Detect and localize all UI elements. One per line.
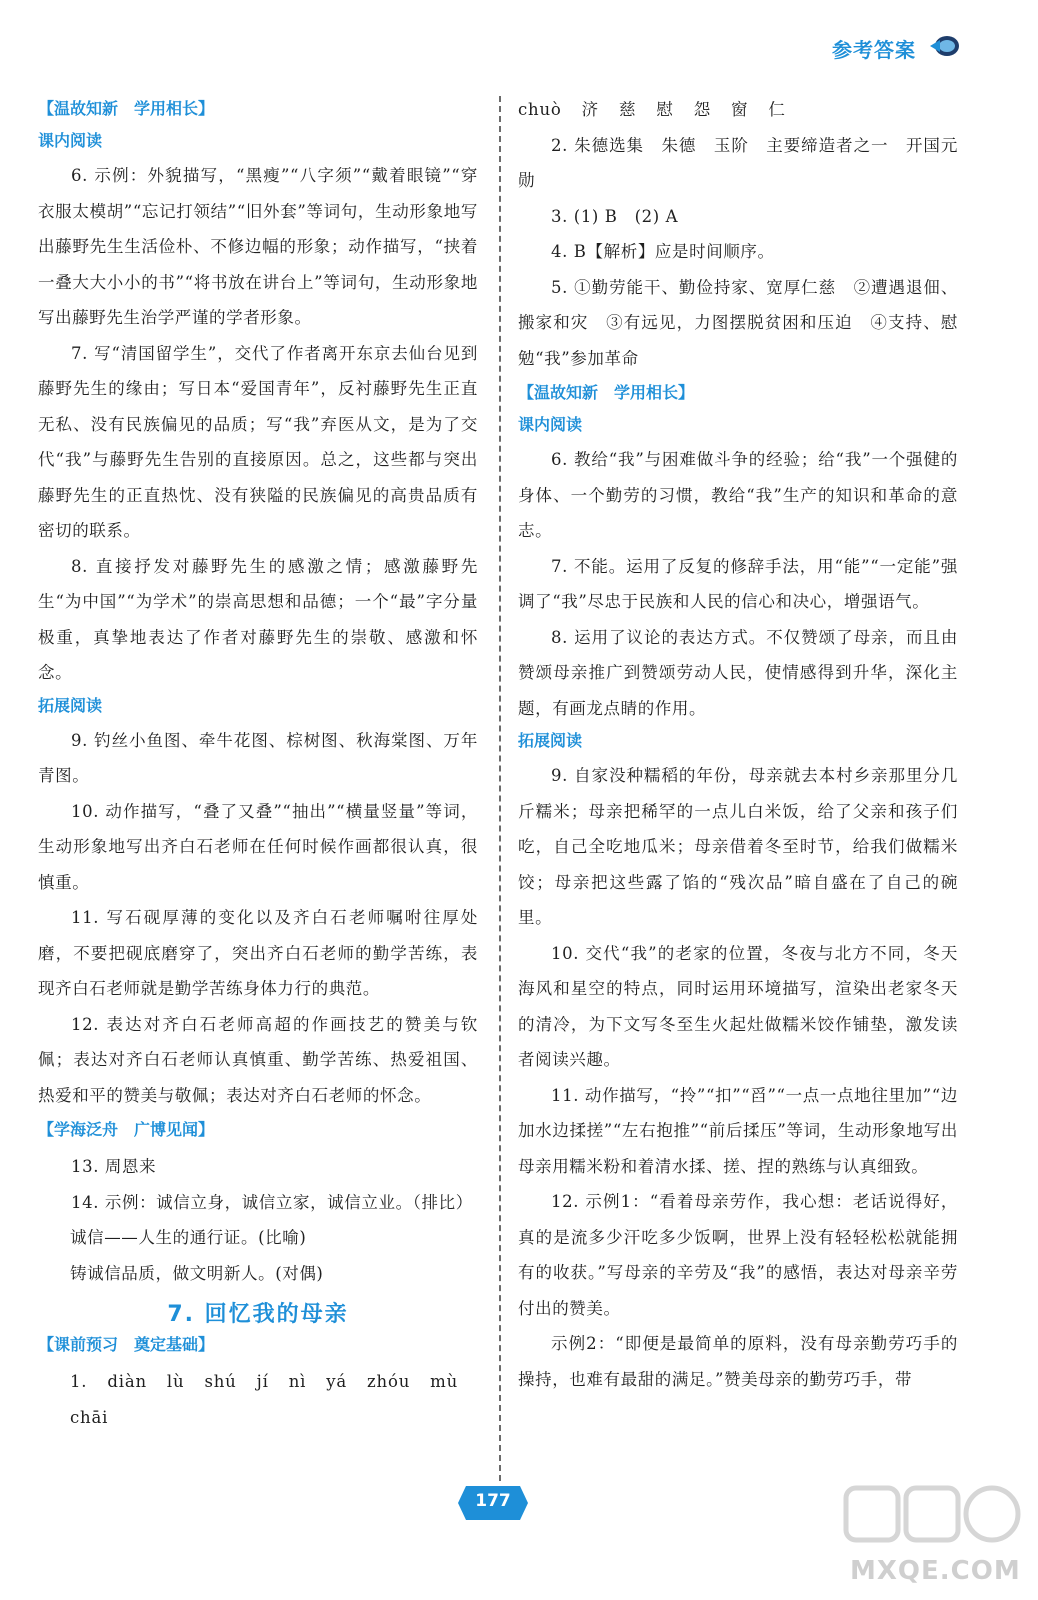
section-heading: 【温故知新 学用相长】	[518, 383, 695, 402]
answer-14-line-a: 诚信——人生的通行证。(比喻)	[70, 1228, 307, 1247]
subsection-heading: 课内阅读	[38, 131, 103, 150]
pinyin-answer-1: 1. diàn lù shú jí nì yá zhóu mù chāi	[70, 1372, 459, 1427]
answer-10: 10. 动作描写，“叠了又叠”“抽出”“横量竖量”等词，生动形象地写出齐白石老师在任何时候作画都很认真，很慎重。	[38, 801, 478, 892]
answer-3: 3. (1) B (2) A	[551, 206, 679, 226]
answer-12-example-2: 示例2：“即便是最简单的原料，没有母亲勤劳巧手的操持，也难有最甜的满足。”赞美母亲的勤劳巧手，带	[518, 1334, 958, 1389]
answer-6: 6. 教给“我”与困难做斗争的经验；给“我”一个强健的身体、一个勤劳的习惯，教给“我”生产的知识和革命的意志。	[518, 450, 958, 540]
answer-2: 2. 朱德选集 朱德 玉阶 主要缔造者之一 开国元勋	[518, 135, 958, 190]
answer-12-example-1: 12. 示例1：“看着母亲劳作，我心想：老话说得好，真的是流多少汗吃多少饭啊，世界上没有轻轻松松就能拥有的收获。”写母亲的辛劳及“我”的感悟，表达对母亲辛劳付出的赞美。	[518, 1192, 958, 1318]
subsection-heading: 拓展阅读	[38, 695, 103, 715]
answer-13: 13. 周恩来	[71, 1157, 157, 1176]
answer-8: 8. 运用了议论的表达方式。不仅赞颂了母亲，而且由赞颂母亲推广到赞颂劳动人民，使情感得到升华，深化主题，有画龙点睛的作用。	[518, 627, 958, 718]
left-column	[38, 92, 478, 1435]
answer-8: 8. 直接抒发对藤野先生的感激之情；感激藤野先生“为中国”“为学术”的崇高思想和品德；一个“最”字分量极重，真挚地表达了作者对藤野先生的崇敬、感激和怀念。	[38, 556, 478, 682]
book-icon	[930, 34, 960, 58]
answer-9: 9. 钓丝小鱼图、牵牛花图、棕树图、秋海棠图、万年青图。	[38, 730, 478, 785]
section-heading: 【温故知新 学用相长】	[38, 99, 215, 118]
subsection-heading: 课内阅读	[518, 415, 583, 434]
watermark-text: MXQE.COM	[850, 1556, 1021, 1586]
answer-7: 7. 不能。运用了反复的修辞手法，用“能”“一定能”强调了“我”尽忠于民族和人民的信心和决心，增强语气。	[518, 556, 958, 611]
answer-14: 14. 示例：诚信立身，诚信立家，诚信立业。（排比）	[71, 1192, 473, 1212]
answer-7: 7. 写“清国留学生”，交代了作者离开东京去仙台见到藤野先生的缘由；写日本“爱国青年”，反衬藤野先生正直无私、没有民族偏见的品质；写“我”弃医从文，是为了交代“我”与藤野先生告别的直接原因。总之，这些都与突出藤野先生的正直热忱、没有狭隘的民族偏见的高贵品质有密切的联系。	[38, 343, 478, 540]
answer-6: 6. 示例：外貌描写，“黑瘦”“八字须”“戴着眼镜”“穿衣服太模胡”“忘记打领结”“旧外套”等词句，生动形象地写出藤野先生生活俭朴、不修边幅的形象；动作描写，“挟着一叠大大小小的书”“将书放在讲台上”等词句，生动形象地写出藤野先生治学严谨的学者形象。	[38, 166, 478, 327]
section-heading: 【课前预习 奠定基础】	[38, 1335, 215, 1354]
subsection-heading: 拓展阅读	[518, 731, 583, 750]
answer-11: 11. 写石砚厚薄的变化以及齐白石老师嘱咐往厚处磨，不要把砚底磨穿了，突出齐白石老师的勤学苦练，表现齐白石老师就是勤学苦练身体力行的典范。	[38, 908, 478, 998]
answer-11: 11. 动作描写，“拎”“扣”“舀”“一点一点地往里加”“边加水边揉搓”“左右抱推”“前后揉压”等词，生动形象地写出母亲用糯米粉和着清水揉、搓、捏的熟练与认真细致。	[518, 1085, 958, 1176]
pinyin-answer-1-cont: chuò 济 慈 慰 怨 窗 仁	[518, 100, 786, 119]
answer-9: 9. 自家没种糯稻的年份，母亲就去本村乡亲那里分几斤糯米；母亲把稀罕的一点儿白米饭，给了父亲和孩子们吃，自己全吃地瓜米；母亲借着冬至时节，给我们做糯米饺；母亲把这些露了馅的“残次品”暗自盛在了自己的碗里。	[518, 766, 958, 927]
answer-4: 4. B【解析】应是时间顺序。	[551, 242, 775, 261]
column-divider	[499, 96, 501, 1481]
right-column	[518, 92, 958, 1397]
chapter-title: 7. 回忆我的母亲	[167, 1302, 349, 1327]
answer-14-line-b: 铸诚信品质，做文明新人。(对偶)	[70, 1263, 324, 1283]
answer-10: 10. 交代“我”的老家的位置，冬夜与北方不同，冬天海风和星空的特点，同时运用环境描写，渲染出老家冬天的清冷，为下文写冬至生火起灶做糯米饺作铺垫，激发读者阅读兴趣。	[518, 943, 958, 1069]
page-number: 177	[475, 1491, 511, 1511]
section-heading: 【学海泛舟 广博见闻】	[38, 1120, 215, 1139]
answer-12: 12. 表达对齐白石老师高超的作画技艺的赞美与钦佩；表达对齐白石老师认真慎重、勤学苦练、热爱祖国、热爱和平的赞美与敬佩；表达对齐白石老师的怀念。	[38, 1014, 478, 1105]
answer-5: 5. ①勤劳能干、勤俭持家、宽厚仁慈 ②遭遇退佃、搬家和灾 ③有远见，力图摆脱贫困和压迫 ④支持、慰勉“我”参加革命	[518, 277, 958, 368]
header-title: 参考答案	[832, 38, 916, 62]
